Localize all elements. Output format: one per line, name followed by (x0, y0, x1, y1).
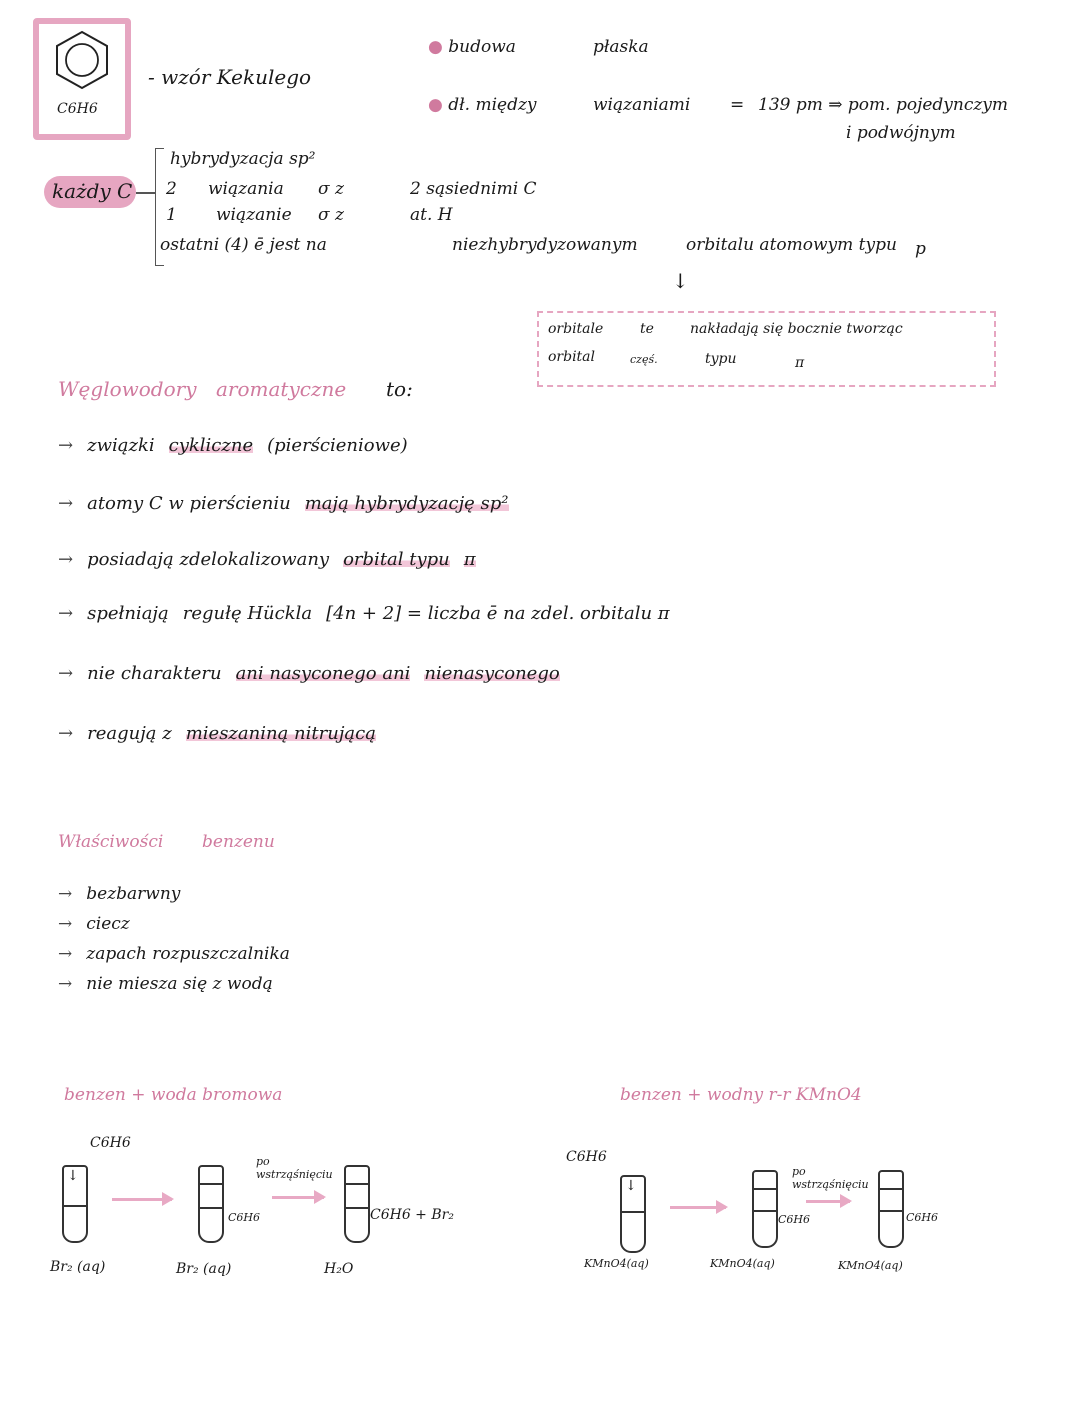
aromatic-item: → nie charakteru ani nasyconego ani nienasyconego (58, 663, 560, 684)
exp2-c6h6-result: C6H6 (906, 1211, 939, 1224)
overlap-l2c: typu (705, 351, 737, 367)
test-tube-4: ↓ (620, 1175, 646, 1253)
benzene-ring-icon (39, 26, 125, 96)
benzene-formula: C6H6 (57, 101, 98, 117)
properties-title-b: benzenu (202, 832, 275, 852)
exp2-title: benzen + wodny r-r KMnO4 (620, 1085, 862, 1105)
exp1-c6h6-layer: C6H6 (228, 1211, 261, 1224)
overlap-l2d: π (795, 355, 805, 371)
exp2-po-label: po wstrząśnięciu (792, 1165, 869, 1192)
aromatic-title-c: to: (386, 377, 413, 401)
exp1-result: C6H6 + Br₂ (370, 1207, 454, 1223)
exp1-br2-label-2: Br₂ (aq) (176, 1261, 232, 1277)
exp1-br2-label: Br₂ (aq) (50, 1259, 106, 1275)
exp2-c6h6-layer: C6H6 (778, 1213, 811, 1226)
pink-arrow-icon (806, 1200, 850, 1203)
podwojnym-label: i podwójnym (846, 123, 956, 143)
plaska-label: płaska (593, 37, 649, 57)
aromatic-item: → reagują z mieszaniną nitrującą (58, 723, 376, 744)
line4-b: niezhybrydyzowanym (452, 235, 638, 255)
property-item: → zapach rozpuszczalnika (58, 944, 290, 964)
line4-c: orbitalu atomowym typu (686, 235, 897, 255)
test-tube-1: ↓ (62, 1165, 88, 1243)
aromatic-item: → atomy C w pierścieniu mają hybrydyzację sp² (58, 493, 509, 514)
kekule-label: - wzór Kekulego (148, 65, 312, 89)
line2-b: σ z (318, 179, 344, 199)
test-tube-6 (878, 1170, 904, 1248)
connector-line (136, 192, 156, 194)
line4-p: p (915, 239, 926, 259)
line4-a: ostatni (4) ē jest na (160, 235, 327, 255)
line2-c: 2 sąsiednimi C (410, 179, 537, 199)
bond-length-label: ● dł. między (428, 95, 537, 115)
pink-arrow-icon (112, 1198, 172, 1201)
aromatic-title-a: Węglowodory (58, 377, 197, 401)
line2-num: 2 (166, 179, 177, 199)
test-tube-3 (344, 1165, 370, 1243)
pink-arrow-icon (670, 1206, 726, 1209)
exp2-kmno4-label-2: KMnO4(aq) (710, 1257, 775, 1270)
overlap-l2b: częś. (630, 353, 658, 366)
property-item: → bezbarwny (58, 884, 181, 904)
overlap-l1a: orbitale (548, 321, 604, 337)
overlap-l1b: te (640, 321, 654, 337)
budowa-label: ● budowa (428, 37, 516, 57)
aromatic-item: → spełniają regułę Hückla [4n + 2] = liczba ē na zdel. orbitalu π (58, 603, 670, 624)
exp1-po-label: po wstrząśnięciu (256, 1155, 333, 1182)
properties-title-a: Właściwości (58, 832, 164, 852)
overlap-l2a: orbital (548, 349, 596, 365)
property-item: → ciecz (58, 914, 130, 934)
exp1-h2o-label: H₂O (324, 1261, 354, 1277)
property-item: → nie miesza się z wodą (58, 974, 273, 994)
kazdy-c-label: każdy C (52, 179, 133, 203)
aromatic-item: → związki cykliczne (pierścieniowe) (58, 435, 408, 456)
benzene-structure-box (33, 18, 131, 140)
line3-b: σ z (318, 205, 344, 225)
test-tube-2 (198, 1165, 224, 1243)
exp1-c6h6-label: C6H6 (90, 1135, 131, 1151)
equals-sign: = (730, 95, 745, 115)
pink-arrow-icon (272, 1196, 324, 1199)
line3-c: at. H (410, 205, 453, 225)
test-tube-5 (752, 1170, 778, 1248)
exp2-kmno4-label: KMnO4(aq) (584, 1257, 649, 1270)
line3-a: wiązanie (216, 205, 292, 225)
down-arrow-icon: ↓ (672, 269, 689, 293)
wiazaniami-label: wiązaniami (593, 95, 691, 115)
exp2-c6h6-label: C6H6 (566, 1149, 607, 1165)
overlap-l1c: nakładają się bocznie tworząc (690, 321, 903, 337)
hybrydyzacja-label: hybrydyzacja sp² (170, 149, 316, 169)
exp1-title: benzen + woda bromowa (64, 1085, 283, 1105)
line3-num: 1 (166, 205, 177, 225)
aromatic-title-b: aromatyczne (216, 377, 347, 401)
exp2-kmno4-label-3: KMnO4(aq) (838, 1259, 903, 1272)
aromatic-item: → posiadają zdelokalizowany orbital typu π (58, 549, 476, 570)
line2-a: wiązania (208, 179, 284, 199)
bond-length-value: 139 pm ⇒ pom. pojedynczym (758, 95, 1009, 115)
